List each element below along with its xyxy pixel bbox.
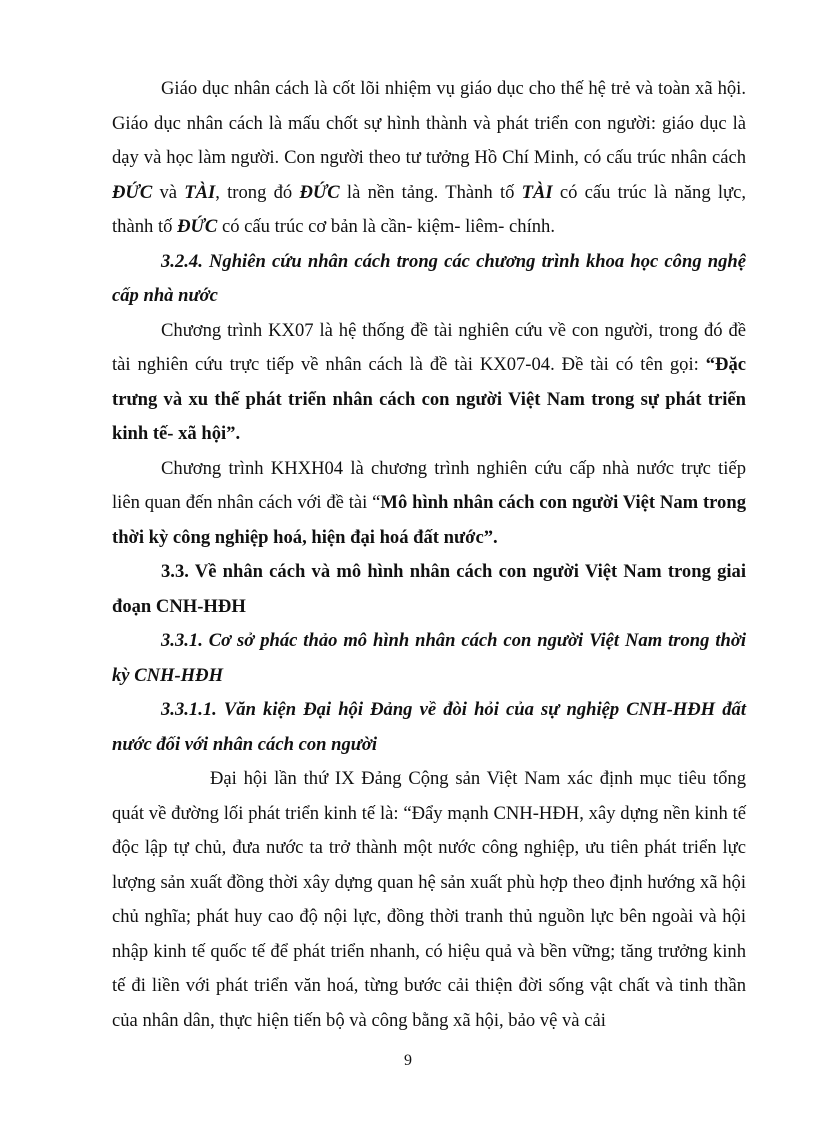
text-run: có cấu trúc là năng lực, thành tố: [112, 181, 746, 237]
text-run: , trong đó: [215, 181, 300, 203]
text-run: có cấu trúc cơ bản là cần- kiệm- liêm- chính.: [217, 216, 555, 237]
project-title-kx07-04: “Đặc trưng và xu thế phát triển nhân cách con người Việt Nam trong sự phát triển kinh tế- xã hội”.: [112, 354, 746, 444]
project-title-khxh04: Mô hình nhân cách con người Việt Nam trong thời kỳ công nghiệp hoá, hiện đại hoá đất nước”.: [112, 492, 746, 548]
heading-3-2-4: 3.2.4. Nghiên cứu nhân cách trong các chương trình khoa học công nghệ cấp nhà nước: [112, 250, 746, 306]
text-run: và: [152, 181, 185, 203]
text-run: Chương trình KHXH04 là chương trình nghiên cứu cấp nhà nước trực tiếp liên quan đến nhân cách với đề tài “: [112, 457, 746, 513]
text-run: Giáo dục nhân cách là cốt lõi nhiệm vụ giáo dục cho thế hệ trẻ và toàn xã hội. Giáo dục nhân cách là mấu chốt sự hình thành và phát triển con người: giáo dục là dạy và học làm người. Con người theo tư tưởng Hồ Chí Minh, có cấu trúc nhân cách: [112, 78, 746, 168]
paragraph-personality-education: [112, 72, 746, 245]
paragraph-khxh04: [112, 452, 746, 556]
paragraph-party-congress: Đại hội lần thứ IX Đảng Cộng sản Việt Nam xác định mục tiêu tổng quát về đường lối phát triển kinh tế là: “Đẩy mạnh CNH-HĐH, xây dựng nền kinh tế độc lập tự chủ, đưa nước ta trở thành một nước công nghiệp, ưu tiên phát triển lực lượng sản xuất đồng thời xây dựng quan hệ sản xuất phù hợp theo định hướng xã hội chủ nghĩa; phát huy cao độ nội lực, đồng thời tranh thủ nguồn lực bên ngoài và hội nhập kinh tế quốc tế để phát triển nhanh, có hiệu quả và bền vững; tăng trưởng kinh tế đi liền với phát triển văn hoá, từng bước cải thiện đời sống vật chất và tinh thần của nhân dân, thực hiện tiến bộ và công bằng xã hội, bảo vệ và cải: [112, 768, 746, 1031]
emphasis-tai: TÀI: [521, 181, 553, 203]
page-number: 9: [404, 1052, 412, 1069]
text-run: là nền tảng. Thành tố: [339, 181, 522, 203]
heading-3-3: 3.3. Về nhân cách và mô hình nhân cách con người Việt Nam trong giai đoạn CNH-HĐH: [112, 561, 746, 617]
paragraph-kx07: [112, 314, 746, 452]
heading-3-3-1-1: 3.3.1.1. Văn kiện Đại hội Đảng về đòi hỏi của sự nghiệp CNH-HĐH đất nước đối với nhân cách con người: [112, 699, 746, 755]
emphasis-duc: ĐỨC: [177, 216, 218, 237]
text-run: Chương trình KX07 là hệ thống đề tài nghiên cứu về con người, trong đó đề tài nghiên cứu trực tiếp về nhân cách là đề tài KX07-04. Đề tài có tên gọi:: [112, 319, 746, 375]
emphasis-duc: ĐỨC: [112, 181, 153, 203]
emphasis-duc: ĐỨC: [299, 181, 340, 203]
emphasis-tai: TÀI: [184, 181, 216, 203]
page-body: [112, 72, 746, 1038]
heading-3-3-1: 3.3.1. Cơ sở phác thảo mô hình nhân cách con người Việt Nam trong thời kỳ CNH-HĐH: [112, 630, 746, 686]
